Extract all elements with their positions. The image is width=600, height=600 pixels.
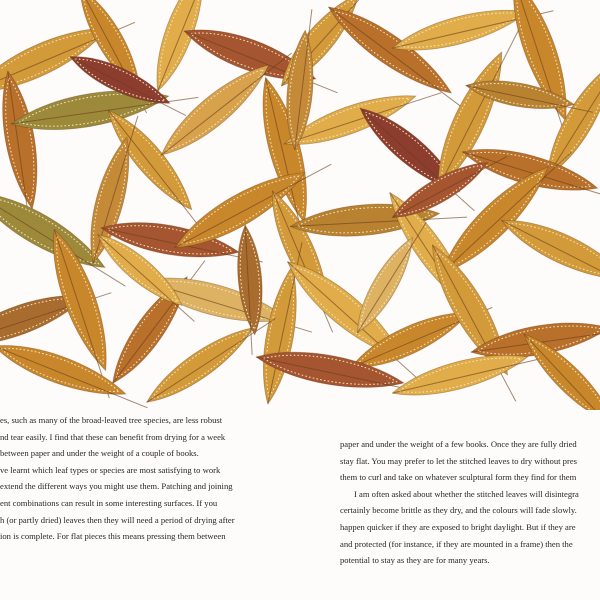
right-text-column [340, 436, 600, 569]
left-text-column [0, 412, 262, 545]
leaf-blade [0, 333, 130, 406]
text-line: ve learnt which leaf types or species are most satisfying to work [0, 464, 221, 475]
text-line: paper and under the weight of a few books. Once they are fully dried [340, 439, 577, 449]
right-paragraph-2 [340, 486, 600, 569]
left-paragraph [0, 412, 262, 545]
leaf-blade [0, 69, 46, 212]
text-line: h (or partly dried) leaves then they will need a period of drying after [0, 514, 235, 525]
text-line: happen quicker if they are exposed to bright daylight. But if they are [340, 521, 576, 532]
text-line: nd tear easily. I find that these can benefit from drying for a week [0, 431, 226, 442]
text-line: stay flat. You may prefer to let the stitched leaves to dry without pres [340, 455, 577, 466]
text-line: es, such as many of the broad-leaved tree species, are less robust [0, 415, 223, 425]
leaf-blade [495, 207, 600, 292]
text-line: I am often asked about whether the stitched leaves will disintegra [354, 488, 579, 499]
text-line: them to curl and take on whatever sculptural form they find for them [340, 472, 577, 483]
leaf-blade [320, 0, 459, 105]
text-line: between paper and under the weight of a couple of books. [0, 448, 199, 459]
text-line: ion is complete. For flat pieces this means pressing them between [0, 531, 226, 542]
text-line: and protected (for instance, if they are mounted in a frame) then the [340, 538, 573, 549]
text-line: ent combinations can result in some interesting surfaces. If you [0, 497, 218, 508]
text-line: potential to stay as they are for many years. [340, 555, 490, 566]
leaf-blade [347, 232, 422, 339]
text-line: certainly become brittle as they dry, and the colours will fade slowly. [340, 505, 577, 516]
right-paragraph-1 [340, 436, 600, 486]
text-line: extend the different ways you might use them. Patching and joining [0, 481, 233, 492]
leaf [495, 207, 600, 303]
